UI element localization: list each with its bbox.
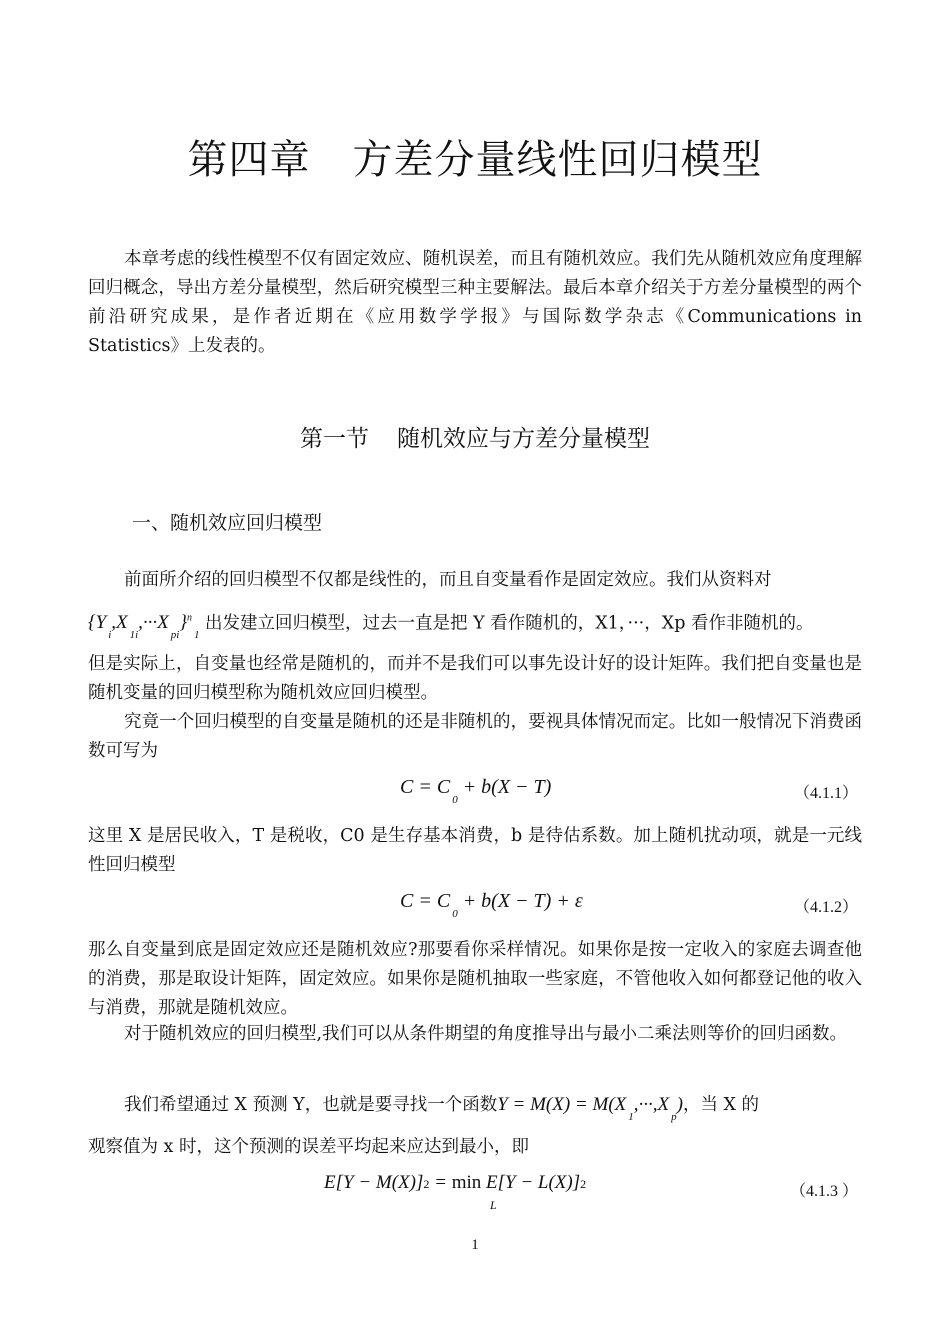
- equation-4-1-3: E[Y − M(X)]2 = min L E[Y − L(X)]2: [324, 1172, 587, 1212]
- paragraph-6-line-2: 观察值为 x 时，这个预测的误差平均起来应达到最小，即: [88, 1137, 529, 1157]
- paragraph-2: 究竟一个回归模型的自变量是随机的还是非随机的，要视具体情况而定。比如一般情况下消费函数可写为: [88, 712, 862, 761]
- equation-number-4-1-2: （4.1.2）: [793, 899, 858, 916]
- paragraph-4: 那么自变量到底是固定效应还是随机效应?那要看你采样情况。如果你是按一定收入的家庭去调查他的消费，那是取设计矩阵，固定效应。如果你是随机抽取一些家庭，不管他收入如何都登记他的收入与消费，那就是随机效应。: [88, 940, 862, 1018]
- section-name: 随机效应与方差分量模型: [397, 426, 650, 452]
- paragraph-6-line-1: [88, 1090, 862, 1122]
- intro-paragraph: 本章考虑的线性模型不仅有固定效应、随机误差，而且有随机效应。我们先从随机效应角度理解回归概念，导出方差分量模型，然后研究模型三种主要解法。最后本章介绍关于方差分量模型的两个前沿研究成果，是作者近期在《应用数学学报》与国际数学杂志《Communications in Statistics》上发表的。: [88, 249, 862, 356]
- section-title: [0, 420, 950, 453]
- data-pairs-formula: $\{Y_i,X_{1i},\cdot\cdot\cdot X_{pi}\}^n_1$: [88, 612, 200, 642]
- equation-number-4-1-1: （4.1.1）: [793, 785, 858, 802]
- section-label: 第一节: [300, 426, 369, 452]
- paragraph-1-line-1: 前面所介绍的回归模型不仅都是线性的，而且自变量看作是固定效应。我们从资料对: [124, 570, 772, 590]
- equation-4-1-2: $C = C_0 + b(X - T) + \varepsilon$: [400, 890, 583, 920]
- paragraph-6-line-1-text: 我们希望通过 X 预测 Y，也就是要寻找一个函数: [124, 1095, 498, 1115]
- paragraph-5: 对于随机效应的回归模型,我们可以从条件期望的角度推导出与最小二乘法则等价的回归函数。: [124, 1024, 848, 1044]
- chapter-name: 方差分量线性回归模型: [352, 137, 763, 183]
- paragraph-1-rest: 但是实际上，自变量也经常是随机的，而并不是我们可以事先设计好的设计矩阵。我们把自变量也是随机变量的回归模型称为随机效应回归模型。: [88, 654, 862, 703]
- prediction-function-formula: $Y = M(X) = M(X_1,\cdot\cdot\cdot,X_p)$: [497, 1094, 683, 1123]
- paragraph-6-line-1-end: ，当 X 的: [682, 1095, 760, 1115]
- page-number: 1: [471, 1237, 479, 1253]
- paragraph-1-line-2: [88, 604, 862, 640]
- subsection-title: 一、随机效应回归模型: [132, 512, 323, 534]
- chapter-label: 第四章: [187, 137, 311, 183]
- equation-4-1-1: $C = C_0 + b(X - T)$: [400, 776, 552, 806]
- chapter-title: [0, 128, 950, 185]
- paragraph-1-line-2-text: 出发建立回归模型，过去一直是把 Y 看作随机的，X1，···，Xp 看作非随机的。: [205, 613, 814, 634]
- paragraph-3: 这里 X 是居民收入，T 是税收，C0 是生存基本消费，b 是待估系数。加上随机扰动项，就是一元线性回归模型: [88, 826, 862, 875]
- equation-number-4-1-3: （4.1.3 ）: [789, 1183, 858, 1200]
